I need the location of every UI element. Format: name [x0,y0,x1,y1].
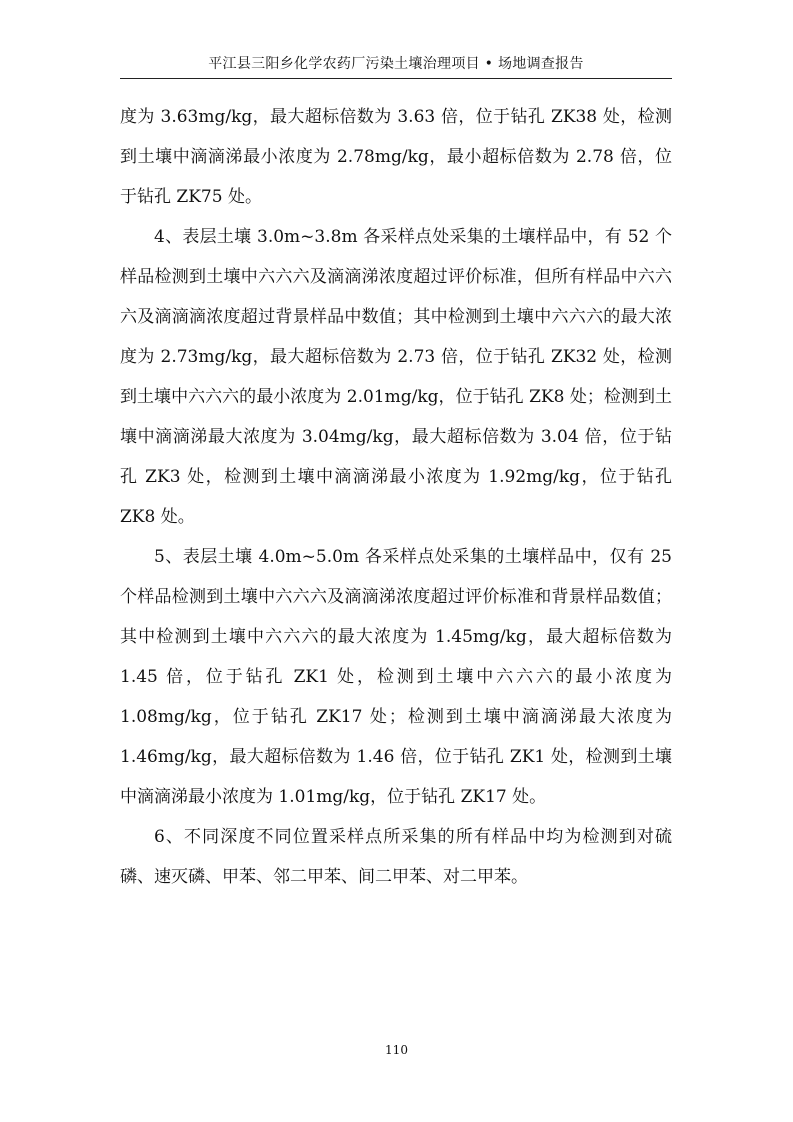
report-body [120,97,672,897]
paragraph-item-5: 5、表层土壤 4.0m~5.0m 各采样点处采集的土壤样品中，仅有 25 个样品检测到土壤中六六六及滴滴涕浓度超过评价标准和背景样品数值；其中检测到土壤中六六六的最大浓度为 1.45mg/kg，最大超标倍数为 1.45 倍，位于钻孔 ZK1 处，检测到土壤中六六六的最小浓度为 1.08mg/kg，位于钻孔 ZK17 处；检测到土壤中滴滴涕最大浓度为 1.46mg/kg，最大超标倍数为 1.46 倍，位于钻孔 ZK1 处，检测到土壤中滴滴涕最小浓度为 1.01mg/kg，位于钻孔 ZK17 处。 [120,547,672,807]
paragraph-continued: 度为 3.63mg/kg，最大超标倍数为 3.63 倍，位于钻孔 ZK38 处，检测到土壤中滴滴涕最小浓度为 2.78mg/kg，最小超标倍数为 2.78 倍，位于钻孔 ZK75 处。 [120,107,672,207]
page-number: 110 [385,1043,408,1057]
paragraph-item-4: 4、表层土壤 3.0m~3.8m 各采样点处采集的土壤样品中，有 52 个样品检测到土壤中六六六及滴滴涕浓度超过评价标准，但所有样品中六六六及滴滴滴浓度超过背景样品中数值；其中检测到土壤中六六六的最大浓度为 2.73mg/kg，最大超标倍数为 2.73 倍，位于钻孔 ZK32 处，检测到土壤中六六六的最小浓度为 2.01mg/kg，位于钻孔 ZK8 处；检测到土壤中滴滴涕最大浓度为 3.04mg/kg，最大超标倍数为 3.04 倍，位于钻孔 ZK3 处，检测到土壤中滴滴涕最小浓度为 1.92mg/kg，位于钻孔 ZK8 处。 [120,227,672,527]
paragraph-item-6: 6、不同深度不同位置采样点所采集的所有样品中均为检测到对硫磷、速灭磷、甲苯、邻二甲苯、间二甲苯、对二甲苯。 [120,827,672,887]
page-header: 平江县三阳乡化学农药厂污染土壤治理项目 • 场地调查报告 [208,56,584,72]
header-divider [120,78,672,79]
